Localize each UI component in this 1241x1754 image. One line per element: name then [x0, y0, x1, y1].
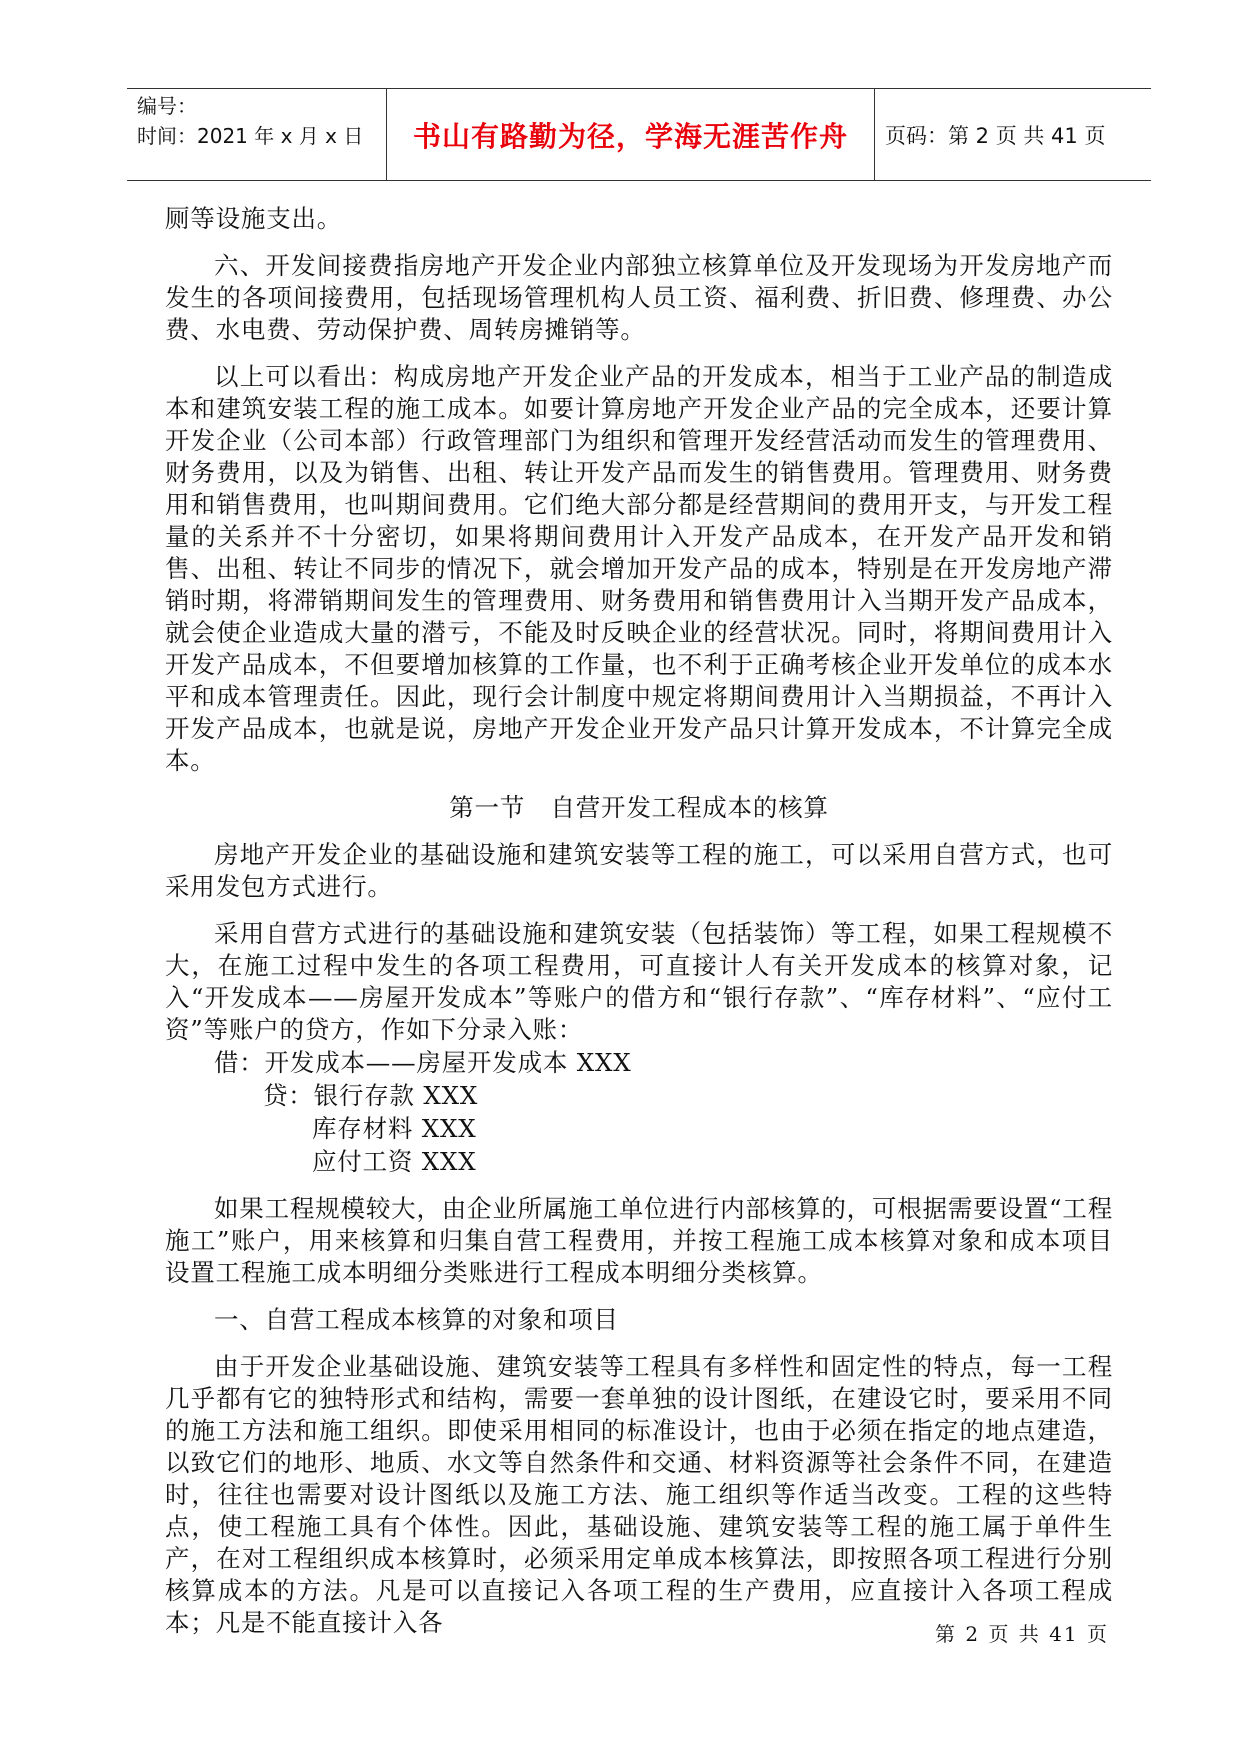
paragraph: 如果工程规模较大，由企业所属施工单位进行内部核算的，可根据需要设置“工程施工”账户，用来核算和归集自营工程费用，并按工程施工成本核算对象和成本项目设置工程施工成本明细分类账进行工程成本明细分类核算。: [165, 1194, 1113, 1287]
document-body: [165, 203, 1113, 1654]
page-label: 页码：第 2 页 共 41 页: [885, 123, 1106, 148]
date-label: 时间：2021 年 x 月 x 日: [137, 124, 364, 148]
header-meta: [127, 89, 387, 180]
paragraph: 六、开发间接费指房地产开发企业内部独立核算单位及开发现场为开发房地产而发生的各项间接费用，包括现场管理机构人员工资、福利费、折旧费、修理费、办公费、水电费、劳动保护费、周转房摊销等。: [165, 251, 1113, 344]
subheading: 一、自营工程成本核算的对象和项目: [214, 1305, 619, 1334]
page-header: [127, 88, 1151, 181]
paragraph: 房地产开发企业的基础设施和建筑安装等工程的施工，可以采用自营方式，也可采用发包方式进行。: [165, 840, 1113, 901]
header-motto: [387, 89, 875, 180]
paragraph: 采用自营方式进行的基础设施和建筑安装（包括装饰）等工程，如果工程规模不大，在施工过程中发生的各项工程费用，可直接计人有关开发成本的核算对象，记入“开发成本——房屋开发成本”等账户的借方和“银行存款”、“库存材料”、“应付工资”等账户的贷方，作如下分录入账：: [165, 919, 1113, 1044]
paragraph: 厕等设施支出。: [165, 204, 343, 233]
page-footer: 第 2 页 共 41 页: [935, 1622, 1109, 1646]
motto-text: 书山有路勤为径，学海无涯苦作舟: [412, 119, 848, 153]
section-heading: 第一节 自营开发工程成本的核算: [449, 793, 829, 822]
entry-debit-line: 借：开发成本——房屋开发成本 XXX: [214, 1048, 632, 1077]
header-page-info: [875, 89, 1151, 180]
paragraph: 由于开发企业基础设施、建筑安装等工程具有多样性和固定性的特点，每一工程几乎都有它的独特形式和结构，需要一套单独的设计图纸，在建设它时，要采用不同的施工方法和施工组织。即使采用相同的标准设计，也由于必须在指定的地点建造，以致它们的地形、地质、水文等自然条件和交通、材料资源等社会条件不同，在建造时，往往也需要对设计图纸以及施工方法、施工组织等作适当改变。工程的这些特点，使工程施工具有个体性。因此，基础设施、建筑安装等工程的施工属于单件生产，在对工程组织成本核算时，必须采用定单成本核算法，即按照各项工程进行分别核算成本的方法。凡是可以直接记入各项工程的生产费用，应直接计入各项工程成本；凡是不能直接计入各: [165, 1352, 1113, 1637]
journal-entry: [165, 1046, 1113, 1178]
entry-credit-line: 贷：银行存款 XXX: [263, 1081, 479, 1110]
number-label: 编号：: [137, 94, 197, 118]
paragraph: 以上可以看出：构成房地产开发企业产品的开发成本，相当于工业产品的制造成本和建筑安装工程的施工成本。如要计算房地产开发企业产品的完全成本，还要计算开发企业（公司本部）行政管理部门为组织和管理开发经营活动而发生的管理费用、财务费用，以及为销售、出租、转让开发产品而发生的销售费用。管理费用、财务费用和销售费用，也叫期间费用。它们绝大部分都是经营期间的费用开支，与开发工程量的关系并不十分密切，如果将期间费用计入开发产品成本，在开发产品开发和销售、出租、转让不同步的情况下，就会增加开发产品的成本，特别是在开发房地产滞销时期，将滞销期间发生的管理费用、财务费用和销售费用计入当期开发产品成本，就会使企业造成大量的潜亏，不能及时反映企业的经营状况。同时，将期间费用计入开发产品成本，不但要增加核算的工作量，也不利于正确考核企业开发单位的成本水平和成本管理责任。因此，现行会计制度中规定将期间费用计入当期损益，不再计入开发产品成本，也就是说，房地产开发企业开发产品只计算开发成本，不计算完全成本。: [165, 362, 1113, 775]
entry-credit-line: 应付工资 XXX: [312, 1147, 477, 1176]
entry-credit-line: 库存材料 XXX: [312, 1114, 477, 1143]
